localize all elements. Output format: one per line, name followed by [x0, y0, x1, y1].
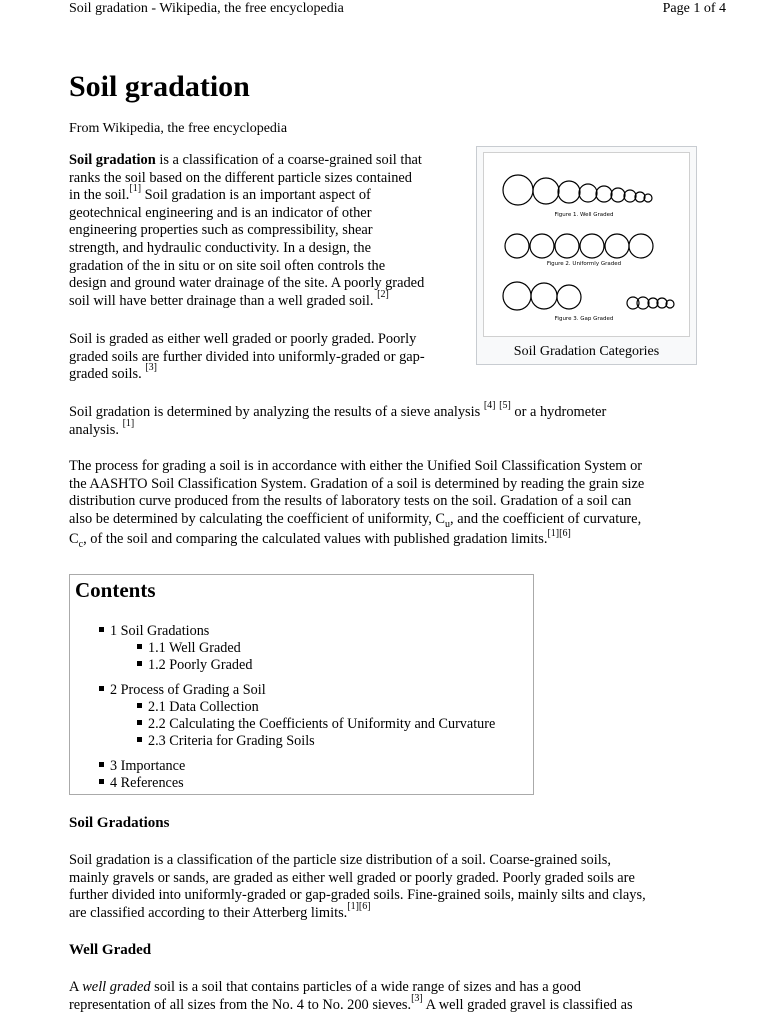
toc-title: Contents: [75, 578, 156, 602]
citation-link[interactable]: [3]: [411, 992, 423, 1004]
figure1-label: Figure 1. Well Graded: [554, 212, 614, 218]
bullet-icon: [99, 762, 104, 767]
bullet-icon: [137, 661, 142, 666]
toc-item[interactable]: 1.2 Poorly Graded: [137, 657, 252, 674]
gradation-diagram: [484, 153, 689, 336]
figure3-label: Figure 3. Gap Graded: [554, 316, 614, 322]
intro-paragraph: Soil gradation is a classification of a coarse-grained soil that ranks the soil based on the different particle sizes contained in the soil.[1] Soil gradation is an important aspect of geotechnical engineering and is an indicator of other engineering properties such as compressibility, shear strength, and hydraulic conductivity. In a design, the gradation of the in situ or on site soil often controls the design and ground water drainage of the site. A poorly graded soil will have better drainage than a well graded soil. [2]: [69, 152, 425, 309]
section-heading-well-graded: Well Graded: [69, 942, 152, 958]
section-heading-soil-gradations: Soil Gradations: [69, 815, 170, 831]
process-paragraph: The process for grading a soil is in accordance with either the Unified Soil Classification System or the AASHTO Soil Classification System. Gradation of a soil is determined by reading the grain size distribution curve produced from the results of laboratory tests on the soil. Gradation of a soil can also be determined by calculating the coefficient of uniformity, $C_u$, and the coefficient of curvature, $C_c$, of the soil and comparing the calculated values with published gradation limits.[1][6]: [69, 458, 645, 551]
citation-link[interactable]: [1][6]: [347, 900, 371, 912]
well-graded-paragraph: A well graded soil is a soil that contains particles of a wide range of sizes and has a good representation of all sizes from the No. 4 to No. 200 sieves.[3] A well graded gravel is classified as: [69, 979, 633, 1013]
bullet-icon: [99, 779, 104, 784]
page-header-title: Soil gradation - Wikipedia, the free encyclopedia: [69, 1, 344, 16]
toc-item[interactable]: 1.1 Well Graded: [137, 640, 241, 657]
soil-gradation-image[interactable]: [483, 152, 690, 337]
toc-item[interactable]: 2 Process of Grading a Soil: [99, 682, 266, 699]
bullet-icon: [137, 720, 142, 725]
table-of-contents: [69, 574, 534, 795]
toc-item[interactable]: 2.2 Calculating the Coefficients of Uniformity and Curvature: [137, 716, 495, 733]
soil-gradations-paragraph: Soil gradation is a classification of the particle size distribution of a soil. Coarse-grained soils, mainly gravels or sands, are graded as either well graded or poorly graded. Poorly graded soils are further divided into uniformly-graded or gap-graded soils. Fine-grained soils, mainly silts and clays, are classified according to their Atterberg limits.[1][6]: [69, 852, 646, 921]
bullet-icon: [99, 627, 104, 632]
citation-link[interactable]: [4]: [483, 400, 496, 412]
citation-link[interactable]: [1]: [122, 417, 135, 429]
citation-link[interactable]: [1]: [129, 183, 142, 195]
figure-caption: Soil Gradation Categories: [513, 344, 660, 359]
page-number: Page 1 of 4: [662, 1, 726, 16]
figure2-label: Figure 2. Uniformly Graded: [546, 261, 622, 267]
bullet-icon: [137, 644, 142, 649]
classification-paragraph: Soil is graded as either well graded or poorly graded. Poorly graded soils are further divided into uniformly-graded or gap- graded soils. [3]: [69, 331, 425, 383]
analysis-paragraph: Soil gradation is determined by analyzing the results of a sieve analysis [4] [5] or a hydrometer analysis. [1]: [69, 400, 607, 438]
bullet-icon: [137, 703, 142, 708]
figure-box: [476, 146, 697, 365]
intro-bold-term: Soil gradation: [69, 152, 156, 168]
article-title: Soil gradation: [69, 70, 250, 103]
citation-link[interactable]: [5]: [499, 400, 511, 412]
bullet-icon: [99, 686, 104, 691]
citation-link[interactable]: [3]: [145, 362, 158, 374]
article-source: From Wikipedia, the free encyclopedia: [69, 121, 288, 136]
toc-item[interactable]: 2.3 Criteria for Grading Soils: [137, 733, 315, 750]
toc-item[interactable]: 3 Importance: [99, 758, 185, 775]
bullet-icon: [137, 737, 142, 742]
toc-item[interactable]: 4 References: [99, 775, 184, 792]
toc-item[interactable]: 2.1 Data Collection: [137, 699, 259, 716]
citation-link[interactable]: [2]: [377, 288, 389, 300]
toc-item[interactable]: 1 Soil Gradations: [99, 623, 209, 640]
citation-link[interactable]: [1][6]: [547, 527, 571, 539]
